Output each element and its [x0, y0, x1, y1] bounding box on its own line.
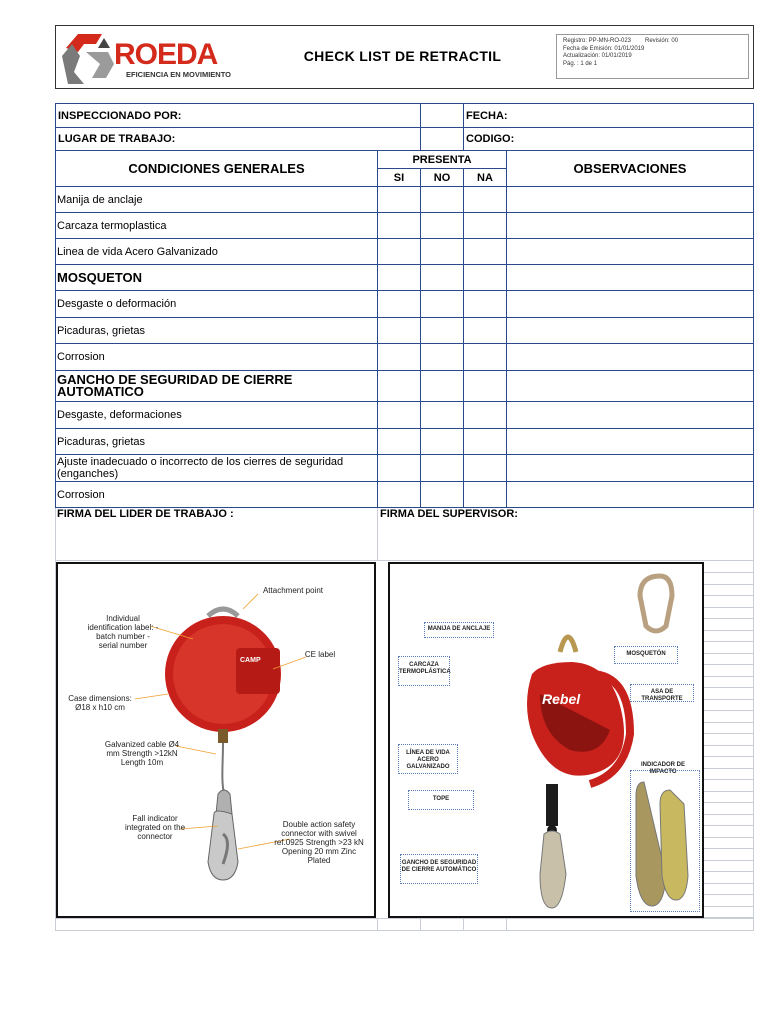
fecha-field[interactable]	[507, 104, 753, 127]
checklist-cell-observacion[interactable]	[507, 371, 753, 401]
meta-emision: Fecha de Emisión: 01/01/2019	[563, 45, 645, 52]
checklist-cell-observacion[interactable]	[507, 265, 753, 290]
checklist-cell-si[interactable]	[378, 429, 420, 454]
checklist-item-label: Ajuste inadecuado o incorrecto de los cierres de seguridad (enganches)	[57, 456, 344, 480]
checklist-cell-no[interactable]	[421, 455, 463, 481]
label-box-mosqueton	[614, 646, 678, 664]
label-box-tope	[408, 790, 474, 810]
firma-supervisor-label: FIRMA DEL SUPERVISOR:	[380, 508, 518, 520]
ce-label-note: CE label	[304, 650, 336, 659]
si-header: SI	[393, 171, 405, 184]
checklist-cell-si[interactable]	[378, 371, 420, 401]
meta-actualizacion: Actualización: 01/01/2019	[563, 53, 632, 59]
logo-slogan: EFICIENCIA EN MOVIMIENTO	[126, 70, 232, 79]
checklist-cell-no[interactable]	[421, 402, 463, 428]
label-box-asa	[630, 684, 694, 702]
checklist-cell-observacion[interactable]	[507, 455, 753, 481]
label-box-manija	[424, 622, 494, 638]
logo-brand: ROEDA	[114, 38, 218, 71]
identification-label-note: Individual identification label: - batch number - serial number	[87, 614, 159, 650]
checklist-cell-na[interactable]	[464, 344, 506, 370]
checklist-cell-si[interactable]	[378, 402, 420, 428]
checklist-cell-no[interactable]	[421, 291, 463, 317]
checklist-cell-observacion[interactable]	[507, 291, 753, 317]
checklist-cell-si[interactable]	[378, 213, 420, 238]
document-title: CHECK LIST DE RETRACTIL	[303, 48, 502, 64]
checklist-cell-na[interactable]	[464, 371, 506, 401]
checklist-cell-no[interactable]	[421, 482, 463, 507]
codigo-label: CODIGO:	[466, 133, 515, 145]
checklist-cell-si[interactable]	[378, 239, 420, 264]
firma-supervisor-field[interactable]	[380, 522, 752, 558]
checklist-cell-no[interactable]	[421, 371, 463, 401]
linea-label: LÍNEA DE VIDA ACERO GALVANIZADO	[406, 750, 450, 770]
presenta-header: PRESENTA	[412, 153, 472, 166]
inspeccionado-field[interactable]	[378, 104, 419, 127]
checklist-cell-si[interactable]	[378, 318, 420, 343]
checklist-cell-no[interactable]	[421, 344, 463, 370]
observaciones-header: OBSERVACIONES	[573, 161, 687, 176]
device-brand-label: CAMP	[240, 657, 261, 664]
retractil-diagram-2	[388, 562, 704, 918]
checklist-cell-observacion[interactable]	[507, 344, 753, 370]
label-box-linea	[398, 744, 458, 774]
checklist-item-label: Linea de vida Acero Galvanizado	[57, 245, 218, 258]
firma-lider-field[interactable]	[57, 522, 375, 558]
document-meta	[556, 34, 749, 79]
checklist-cell-na[interactable]	[464, 318, 506, 343]
lugar-field[interactable]	[378, 128, 419, 150]
carcaza-label: CARCAZA TERMOPLÁSTICA	[399, 662, 451, 675]
galvanized-cable-note: Galvanized cable Ø4 mm Strength >12kN Length 10m	[104, 740, 180, 767]
retractil-diagram-1	[56, 562, 376, 918]
checklist-cell-no[interactable]	[421, 318, 463, 343]
case-dimensions-note: Case dimensions: Ø18 x h10 cm	[68, 694, 132, 712]
checklist-item-label: Picaduras, grietas	[57, 435, 146, 448]
company-logo	[62, 30, 252, 86]
checklist-cell-si[interactable]	[378, 482, 420, 507]
checklist-cell-na[interactable]	[464, 265, 506, 290]
checklist-cell-observacion[interactable]	[507, 213, 753, 238]
checklist-cell-na[interactable]	[464, 482, 506, 507]
fall-indicator-note: Fall indicator integrated on the connector	[124, 814, 186, 841]
indicador-box	[630, 770, 700, 912]
tope-label: TOPE	[432, 796, 450, 802]
checklist-cell-si[interactable]	[378, 187, 420, 212]
section-heading: MOSQUETON	[57, 269, 142, 285]
meta-revision: Revisión: 00	[645, 38, 679, 44]
checklist-item-label: Corrosion	[57, 488, 105, 501]
checklist-cell-no[interactable]	[421, 187, 463, 212]
na-header: NA	[477, 171, 493, 184]
safety-connector-note: Double action safety connector with swivel ref.0925 Strength >23 kN Opening 20 mm Zinc Plated	[274, 820, 364, 865]
checklist-cell-na[interactable]	[464, 213, 506, 238]
checklist-cell-no[interactable]	[421, 213, 463, 238]
checklist-cell-observacion[interactable]	[507, 318, 753, 343]
checklist-item-label: Carcaza termoplastica	[57, 219, 167, 232]
checklist-item-label: Picaduras, grietas	[57, 324, 146, 337]
checklist-cell-na[interactable]	[464, 187, 506, 212]
checklist-cell-na[interactable]	[464, 429, 506, 454]
checklist-item-label: Desgaste, deformaciones	[57, 409, 182, 421]
label-box-carcaza	[398, 656, 450, 686]
checklist-cell-na[interactable]	[464, 291, 506, 317]
attachment-point-note: Attachment point	[262, 586, 324, 595]
checklist-cell-si[interactable]	[378, 455, 420, 481]
checklist-cell-na[interactable]	[464, 402, 506, 428]
checklist-cell-observacion[interactable]	[507, 429, 753, 454]
rebel-brand-label: Rebel	[542, 691, 581, 707]
firma-lider-label: FIRMA DEL LIDER DE TRABAJO :	[57, 508, 234, 520]
checklist-cell-observacion[interactable]	[507, 402, 753, 428]
checklist-cell-si[interactable]	[378, 291, 420, 317]
codigo-field[interactable]	[507, 128, 753, 150]
checklist-cell-si[interactable]	[378, 265, 420, 290]
checklist-cell-no[interactable]	[421, 265, 463, 290]
checklist-cell-no[interactable]	[421, 429, 463, 454]
mosqueton-label: MOSQUETÓN	[626, 651, 666, 657]
checklist-item-label: Corrosion	[57, 351, 105, 363]
condiciones-header: CONDICIONES GENERALES	[128, 161, 305, 176]
lugar-label: LUGAR DE TRABAJO:	[58, 133, 176, 145]
fecha-label: FECHA:	[466, 109, 508, 122]
manija-label: MANIJA DE ANCLAJE	[427, 626, 491, 632]
checklist-cell-observacion[interactable]	[507, 482, 753, 507]
section-heading: GANCHO DE SEGURIDAD DE CIERRE AUTOMATICO	[57, 372, 293, 399]
checklist-cell-na[interactable]	[464, 455, 506, 481]
checklist-item-label: Desgaste o deformación	[57, 298, 177, 310]
checklist-cell-observacion[interactable]	[507, 187, 753, 212]
meta-registro: Registro: PP-MN-RO-023	[563, 38, 632, 44]
checklist-cell-observacion[interactable]	[507, 239, 753, 264]
checklist-item-label: Manija de anclaje	[57, 193, 143, 206]
indicador-label: INDICADOR DE IMPACTO	[640, 762, 685, 775]
label-box-gancho	[400, 854, 478, 884]
gancho-label: GANCHO DE SEGURIDAD DE CIERRE AUTOMÁTICO	[401, 860, 477, 873]
inspeccionado-label: INSPECCIONADO POR:	[58, 109, 182, 122]
no-header: NO	[433, 171, 451, 184]
meta-pagina: Pág. : 1 de 1	[563, 60, 598, 67]
checklist-cell-no[interactable]	[421, 239, 463, 264]
checklist-cell-si[interactable]	[378, 344, 420, 370]
asa-label: ASA DE TRANSPORTE	[641, 689, 683, 702]
checklist-cell-na[interactable]	[464, 239, 506, 264]
